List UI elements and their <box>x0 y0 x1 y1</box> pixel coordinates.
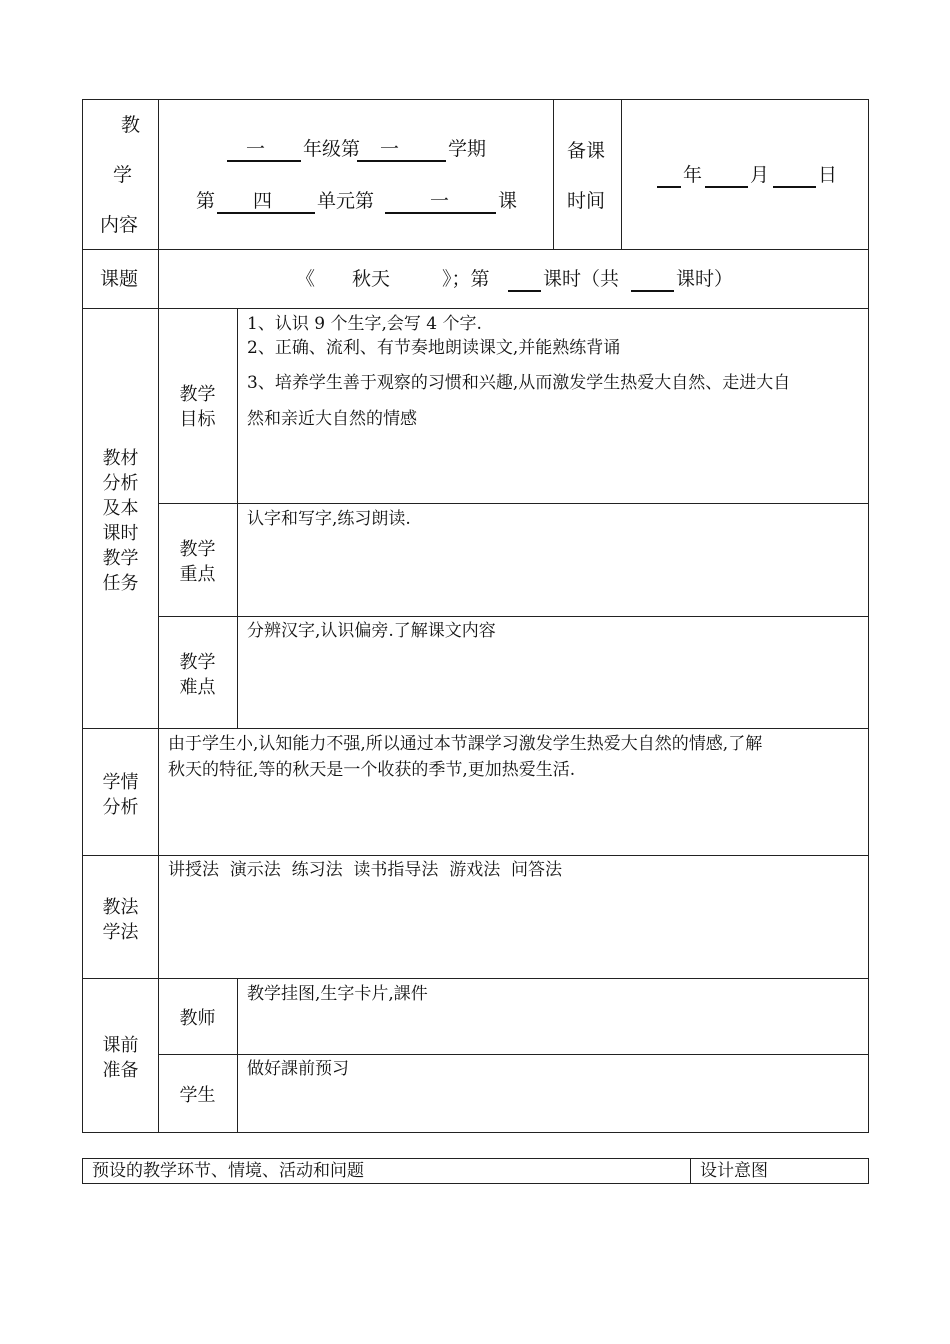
difficulties-text: 分辨汉字,认识偏旁.了解课文内容 <box>247 621 496 641</box>
table-line <box>158 616 869 617</box>
day-suffix: 日 <box>818 164 838 186</box>
student-analysis-label-line: 学情 <box>102 772 139 793</box>
student-prep-text: 做好課前预习 <box>247 1059 349 1079</box>
student-label: 学生 <box>179 1085 216 1106</box>
month-suffix: 月 <box>750 164 770 186</box>
table-line <box>82 99 869 100</box>
methods-label <box>82 895 159 945</box>
key-points-text: 认字和写字,练习朗读. <box>247 509 411 529</box>
methods-text: 讲授法 演示法 练习法 读书指导法 游戏法 问答法 <box>168 860 563 880</box>
table-line <box>82 1158 83 1184</box>
preparation-label <box>82 1033 159 1083</box>
prep-time-label-1: 备课 <box>567 140 606 162</box>
key-points-label <box>158 537 237 587</box>
topic-total-suffix: 课时） <box>676 268 734 290</box>
term-suffix: 学期 <box>448 138 487 160</box>
student-analysis-line-2: 秋天的特征,等的秋天是一个收获的季节,更加热爱生活. <box>168 760 576 780</box>
topic-label: 课题 <box>100 268 139 290</box>
period-underline <box>508 290 541 292</box>
table-line <box>82 1132 869 1133</box>
table-line <box>553 99 554 249</box>
difficulties-label-line: 难点 <box>179 677 216 698</box>
table-line <box>237 978 238 1133</box>
preparation-label-line: 课前 <box>102 1035 139 1056</box>
table-line <box>868 1158 869 1184</box>
objective-item-4: 然和亲近大自然的情感 <box>247 409 417 429</box>
methods-label-line: 教法 <box>102 897 139 918</box>
total-underline <box>631 290 674 292</box>
lesson-suffix: 课 <box>498 190 518 212</box>
key-points-label-line: 重点 <box>179 564 216 585</box>
year-underline <box>657 186 681 188</box>
unit-suffix: 单元第 <box>317 190 375 212</box>
teacher-prep-text: 教学挂图,生字卡片,課件 <box>247 984 428 1004</box>
month-underline <box>705 186 748 188</box>
footer-col-activities: 预设的教学环节、情境、活动和问题 <box>92 1161 364 1181</box>
grade-suffix: 年级第 <box>303 138 361 160</box>
student-analysis-label <box>82 770 159 820</box>
preparation-label-line: 准备 <box>102 1060 139 1081</box>
topic-period-suffix: 课时（共 <box>543 268 620 290</box>
table-line <box>868 99 869 1133</box>
table-line <box>158 1054 869 1055</box>
methods-label-line: 学法 <box>102 922 139 943</box>
year-suffix: 年 <box>683 164 703 186</box>
objective-item-2: 2、正确、流利、有节奏地朗读课文,并能熟练背诵 <box>247 338 621 358</box>
key-points-label-line: 教学 <box>179 539 216 560</box>
teacher-label: 教师 <box>179 1008 216 1029</box>
objectives-label <box>158 382 237 432</box>
table-line <box>82 1183 869 1184</box>
table-line <box>82 855 869 856</box>
difficulties-label-line: 教学 <box>179 652 216 673</box>
grade-underline <box>227 160 301 162</box>
table-line <box>82 249 869 250</box>
teaching-content-label-2: 学 <box>113 164 133 186</box>
term-value: 一 <box>380 138 400 160</box>
analysis-label <box>82 446 159 596</box>
table-line <box>237 308 238 728</box>
lesson-underline <box>385 212 496 214</box>
footer-col-intent: 设计意图 <box>700 1161 768 1181</box>
analysis-label-line: 课时 <box>102 523 139 544</box>
table-line <box>82 978 869 979</box>
unit-value: 四 <box>253 190 273 212</box>
analysis-label-line: 分析 <box>102 473 139 494</box>
topic-close-quote: 》；第 <box>442 268 490 290</box>
teaching-content-label-1: 教 <box>121 114 141 136</box>
grade-value: 一 <box>246 138 266 160</box>
teaching-content-label-3: 内容 <box>100 214 139 236</box>
analysis-label-line: 教学 <box>102 548 139 569</box>
table-line <box>82 99 83 1133</box>
unit-prefix: 第 <box>196 190 216 212</box>
day-underline <box>773 186 816 188</box>
table-line <box>82 728 869 729</box>
table-line <box>82 1158 869 1159</box>
table-line <box>621 99 622 249</box>
analysis-label-line: 及本 <box>102 498 139 519</box>
prep-time-label-2: 时间 <box>567 190 606 212</box>
unit-underline <box>217 212 315 214</box>
student-analysis-label-line: 分析 <box>102 797 139 818</box>
objective-item-3: 3、培养学生善于观察的习惯和兴趣,从而激发学生热爱大自然、走进大自 <box>247 373 791 393</box>
term-underline <box>357 160 446 162</box>
lesson-value: 一 <box>430 190 450 212</box>
table-line <box>158 503 869 504</box>
difficulties-label <box>158 650 237 700</box>
student-analysis-line-1: 由于学生小,认知能力不强,所以通过本节課学习激发学生热爱大自然的情感,了解 <box>168 734 763 754</box>
table-line <box>158 99 159 1133</box>
analysis-label-line: 任务 <box>102 573 139 594</box>
topic-open-quote: 《 <box>296 268 316 290</box>
objectives-label-line: 目标 <box>179 409 216 430</box>
objectives-label-line: 教学 <box>179 384 216 405</box>
analysis-label-line: 教材 <box>102 448 139 469</box>
table-line <box>690 1158 691 1184</box>
objective-item-1: 1、认识 9 个生字,会写 4 个字. <box>247 314 482 334</box>
table-line <box>82 308 869 309</box>
topic-title: 秋天 <box>352 268 391 290</box>
